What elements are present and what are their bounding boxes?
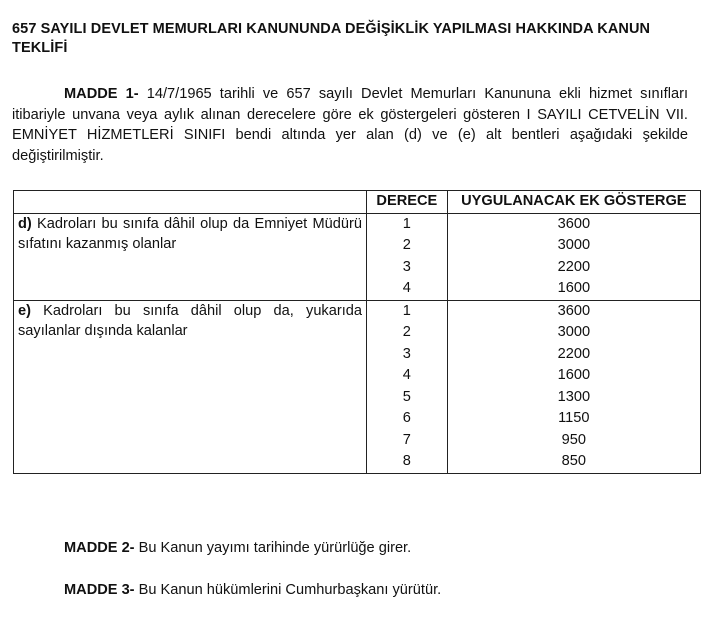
ek-gosterge-cell: 850 [447, 451, 700, 473]
derece-cell: 5 [367, 387, 448, 409]
madde-2-label: MADDE 2- [64, 540, 135, 556]
derece-cell: 7 [367, 430, 448, 452]
derece-cell: 2 [367, 322, 448, 344]
group-description [14, 300, 367, 473]
ek-gosterge-cell: 1300 [447, 387, 700, 409]
ek-gosterge-cell: 1150 [447, 408, 700, 430]
ek-gosterge-cell: 950 [447, 430, 700, 452]
ek-gosterge-cell: 3000 [447, 322, 700, 344]
ek-gosterge-cell: 3600 [447, 300, 700, 322]
derece-cell: 4 [367, 278, 448, 300]
derece-cell: 3 [367, 344, 448, 366]
derece-cell: 3 [367, 257, 448, 279]
group-label: d) [18, 215, 32, 232]
madde-2-paragraph [64, 540, 411, 556]
group-text: Kadroları bu sınıfa dâhil olup da, yukarıda sayılanlar dışında kalanlar [18, 302, 362, 339]
table-row [14, 300, 701, 322]
madde-1-label: MADDE 1- [64, 86, 139, 102]
group-description [14, 213, 367, 300]
table-header-row [14, 191, 701, 214]
table-body [14, 213, 701, 473]
derece-cell: 1 [367, 213, 448, 235]
ek-gosterge-table [13, 190, 701, 474]
group-text: Kadroları bu sınıfa dâhil olup da Emniyet Müdürü sıfatını kazanmış olanlar [18, 215, 362, 252]
group-label: e) [18, 302, 31, 319]
madde-1-paragraph [12, 84, 688, 166]
ek-gosterge-cell: 2200 [447, 257, 700, 279]
derece-cell: 2 [367, 235, 448, 257]
madde-2-text: Bu Kanun yayımı tarihinde yürürlüğe girer. [134, 540, 412, 556]
madde-1-text: 14/7/1965 tarihli ve 657 sayılı Devlet Memurları Kanununa ekli hizmet sınıfları itibariyle unvana veya aylık alınan derecelere göre ek göstergeleri gösteren I SAYILI CETVELİN VII. EMNİYET HİZMETLERİ SINIFI bendi altında yer alan (d) ve (e) alt bentleri aşağıdaki şekilde değiştirilmiştir. [12, 86, 689, 164]
derece-cell: 4 [367, 365, 448, 387]
document-title: 657 SAYILI DEVLET MEMURLARI KANUNUNDA DEĞİŞİKLİK YAPILMASI HAKKINDA KANUN TEKLİFİ [12, 21, 651, 56]
ek-gosterge-cell: 1600 [447, 365, 700, 387]
madde-3-label: MADDE 3- [64, 582, 135, 598]
header-derece: DERECE [367, 191, 448, 214]
table-row [14, 213, 701, 235]
header-ek-gosterge: UYGULANACAK EK GÖSTERGE [447, 191, 700, 214]
ek-gosterge-cell: 3600 [447, 213, 700, 235]
ek-gosterge-cell: 3000 [447, 235, 700, 257]
header-blank [14, 191, 367, 214]
derece-cell: 1 [367, 300, 448, 322]
ek-gosterge-cell: 2200 [447, 344, 700, 366]
madde-3-text: Bu Kanun hükümlerini Cumhurbaşkanı yürütür. [134, 582, 442, 598]
ek-gosterge-cell: 1600 [447, 278, 700, 300]
derece-cell: 6 [367, 408, 448, 430]
madde-3-paragraph [64, 582, 441, 598]
derece-cell: 8 [367, 451, 448, 473]
